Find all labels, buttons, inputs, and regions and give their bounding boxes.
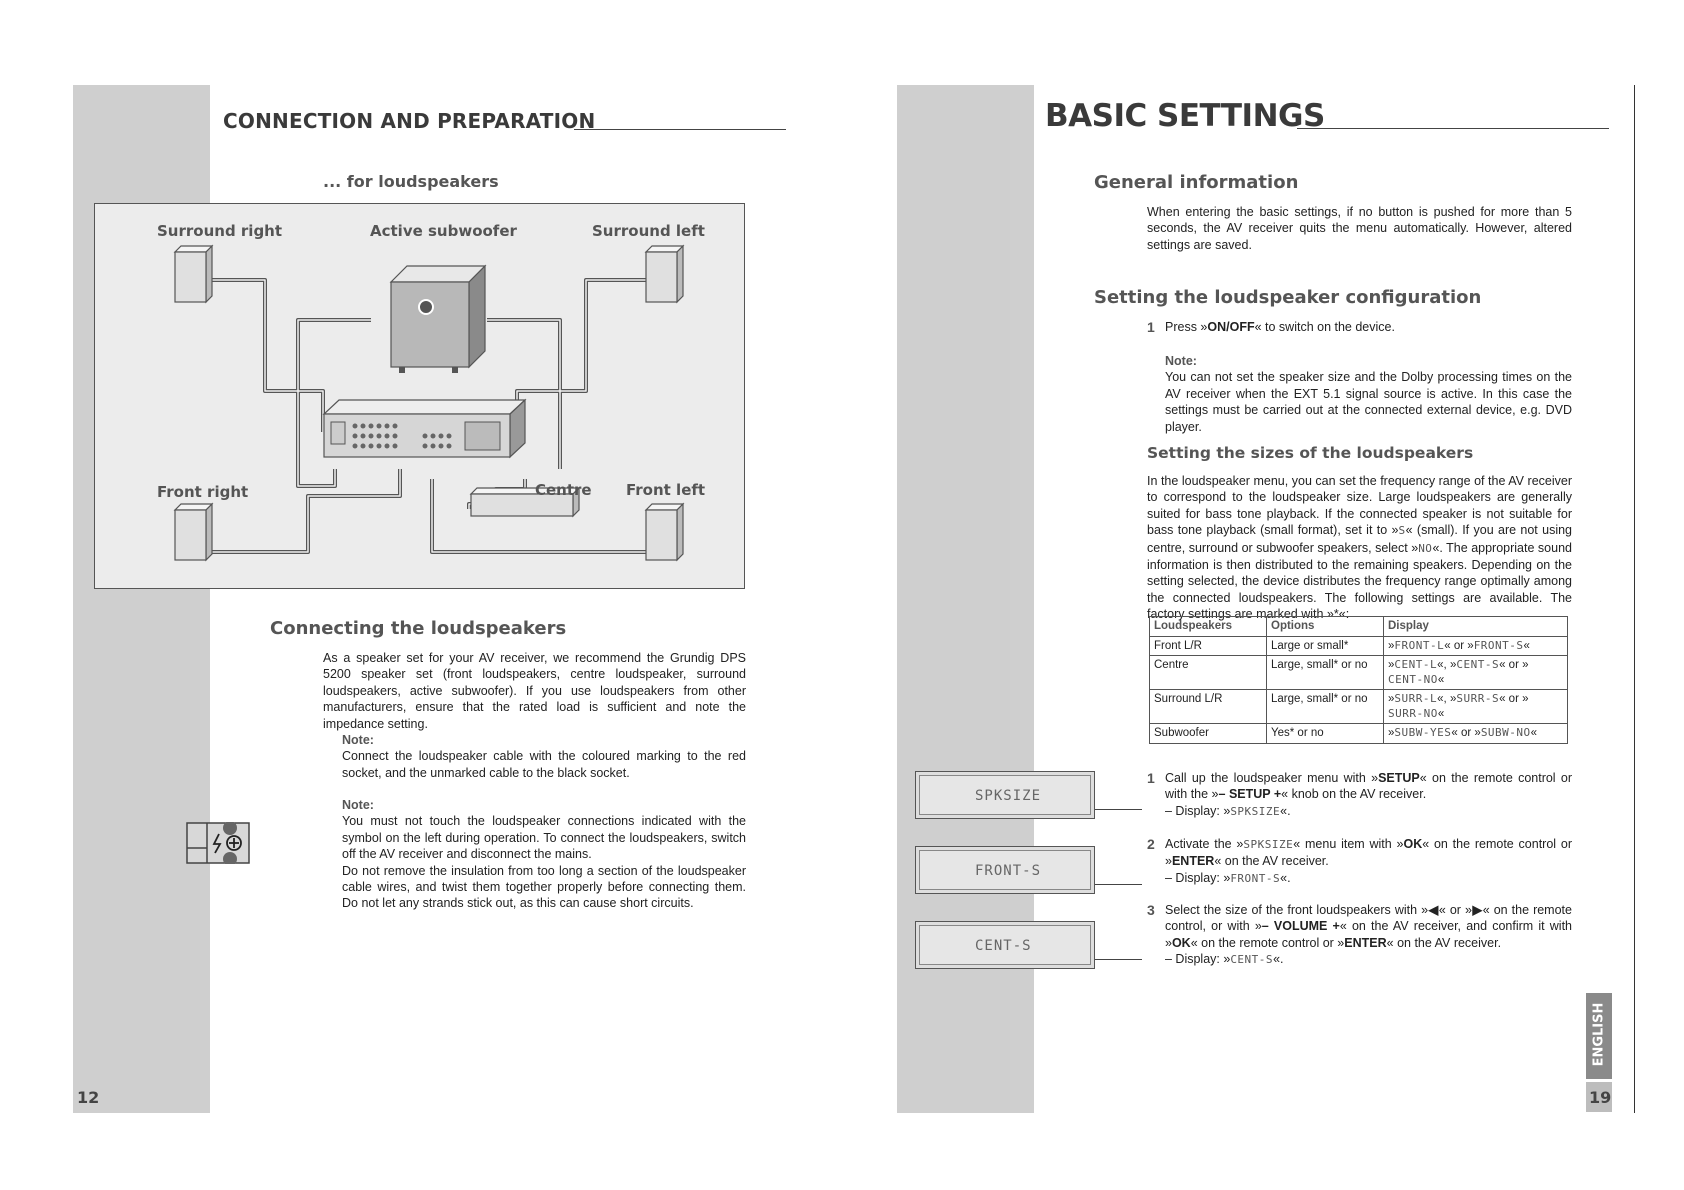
cell-options: Yes* or no xyxy=(1267,724,1384,744)
step-1-text: « knob on the AV receiver. xyxy=(1281,787,1427,802)
language-tab xyxy=(1586,993,1612,1079)
step-2-number: 2 xyxy=(1147,836,1155,852)
sizes-text xyxy=(1147,473,1572,623)
step-2-display-pre: – Display: » xyxy=(1165,870,1231,885)
right-page-title: BASIC SETTINGS xyxy=(1045,98,1325,134)
surround-left-speaker xyxy=(646,246,683,302)
cell-speaker: Centre xyxy=(1150,656,1267,690)
lcd-text: CENT-S xyxy=(975,938,1032,954)
shock-hazard-icon xyxy=(186,822,250,864)
step-2-text: Activate the » xyxy=(1165,837,1244,851)
step-1-text: Call up the loudspeaker menu with » xyxy=(1165,771,1379,785)
header-display: Display xyxy=(1384,617,1568,637)
config-step-1 xyxy=(1147,319,1572,335)
label-front-right: Front right xyxy=(157,483,249,501)
note-1-label: Note: xyxy=(342,733,374,747)
cell-display: »SURR-L«, »SURR-S« or » SURR-NO« xyxy=(1384,690,1568,724)
enter-key: ENTER xyxy=(1344,935,1387,950)
step-3-text: Select the size of the front loudspeakers with » xyxy=(1165,903,1429,917)
note-2-text-1: You must not touch the loudspeaker connections indicated with the symbol on the left during operation. To connect the loudspeakers, switch off the AV receiver and disconnect the mains. xyxy=(342,814,746,862)
lcd-display-cent-s xyxy=(915,921,1095,969)
config-step-1-number: 1 xyxy=(1147,319,1155,335)
display-sep: «, » xyxy=(1437,693,1457,705)
cell-display: »FRONT-L« or »FRONT-S« xyxy=(1384,636,1568,656)
step-2-text: « menu item with » xyxy=(1293,837,1404,851)
left-page-title: CONNECTION AND PREPARATION xyxy=(223,109,596,133)
lcd-text: SPKSIZE xyxy=(975,788,1042,804)
leader-line xyxy=(1095,959,1142,960)
display-code: FRONT-S xyxy=(1473,638,1524,652)
speaker-settings-table xyxy=(1149,616,1568,744)
subwoofer-speaker xyxy=(391,266,485,373)
table-row xyxy=(1150,690,1568,724)
setup-key: SETUP xyxy=(1378,771,1420,785)
left-page-number: 12 xyxy=(77,1088,100,1107)
leader-line xyxy=(1095,884,1142,885)
step-3-number: 3 xyxy=(1147,902,1155,918)
right-title-rule xyxy=(1297,128,1609,129)
table-header-row xyxy=(1150,617,1568,637)
display-code: SURR-NO xyxy=(1388,706,1438,720)
step-3-text: « on the AV receiver. xyxy=(1386,935,1502,950)
step-3-text: « on the remote control, or with » xyxy=(1165,903,1572,934)
sizes-text-1: In the loudspeaker menu, you can set the frequency range of the AV receiver to correspond to the loudspeaker size. Large loudspeakers are generally suited for bass tone playback. If the connected speaker is not suitable for bass tone playback (small format), set it to » xyxy=(1147,474,1572,538)
step-3 xyxy=(1147,902,1572,969)
lcd-display-spksize xyxy=(915,771,1095,819)
cell-speaker: Subwoofer xyxy=(1150,724,1267,744)
right-arrow-icon: ▶ xyxy=(1471,903,1483,917)
step-2-text: « on the AV receiver. xyxy=(1214,854,1329,869)
lcd-display-front-s xyxy=(915,846,1095,894)
label-active-subwoofer: Active subwoofer xyxy=(370,222,517,240)
front-right-speaker xyxy=(175,504,212,560)
cell-options: Large, small* or no xyxy=(1267,690,1384,724)
display-code: CENT-L xyxy=(1394,658,1438,671)
on-off-key: ON/OFF xyxy=(1207,320,1255,334)
display-sep: « or » xyxy=(1499,693,1529,705)
sizes-heading: Setting the sizes of the loudspeakers xyxy=(1147,444,1474,462)
step-2-text: « on the remote control or » xyxy=(1165,837,1572,869)
lcd-text: FRONT-S xyxy=(975,863,1042,879)
setup-knob: – SETUP + xyxy=(1218,787,1282,802)
step-1-display-post: «. xyxy=(1280,803,1291,818)
speaker-wiring-illustration xyxy=(95,204,744,588)
code-no: NO xyxy=(1418,541,1433,555)
header-loudspeakers: Loudspeakers xyxy=(1150,617,1267,637)
display-code: SUBW-NO xyxy=(1480,726,1531,739)
display-code: CENT-NO xyxy=(1388,672,1438,686)
config-step-1-post: « to switch on the device. xyxy=(1254,320,1395,334)
note-1-text: Connect the loudspeaker cable with the coloured marking to the red socket, and the unmarked cable to the black socket. xyxy=(342,749,746,780)
code-s: S xyxy=(1398,524,1406,538)
enter-key: ENTER xyxy=(1171,854,1215,869)
cell-speaker: Surround L/R xyxy=(1150,690,1267,724)
diagram-subtitle: ... for loudspeakers xyxy=(323,172,499,191)
display-code: SUBW-YES xyxy=(1394,726,1452,739)
step-3-text: « on the AV receiver, and confirm it with » xyxy=(1165,919,1572,950)
leader-line xyxy=(1095,809,1142,810)
note-2-label: Note: xyxy=(342,798,374,812)
connecting-heading: Connecting the loudspeakers xyxy=(270,618,567,639)
step-3-text: « or » xyxy=(1438,903,1472,917)
cell-options: Large or small* xyxy=(1267,636,1384,656)
config-step-1-pre: Press » xyxy=(1165,320,1208,334)
label-centre: Centre xyxy=(535,481,592,499)
step-1 xyxy=(1147,770,1572,820)
note-2-text-2: Do not remove the insulation from too long a section of the loudspeaker cable wires, and twist them together properly before connecting them. Do not let any strands stick out, as this can cause short circuits. xyxy=(342,863,746,911)
note-1 xyxy=(342,732,746,781)
display-code: FRONT-L xyxy=(1394,638,1445,652)
step-3-display-post: «. xyxy=(1273,952,1284,967)
table-row xyxy=(1150,724,1568,744)
volume-knob: – VOLUME + xyxy=(1261,919,1340,934)
display-sep: «, » xyxy=(1437,659,1457,671)
right-page-number: 19 xyxy=(1589,1088,1612,1107)
front-left-speaker xyxy=(646,504,683,560)
ok-key: OK xyxy=(1403,837,1423,851)
general-text: When entering the basic settings, if no button is pushed for more than 5 seconds, the AV receiver quits the menu automatically. However, altered settings are saved. xyxy=(1147,205,1572,252)
step-1-text: « on the remote control or with the » xyxy=(1165,771,1572,802)
right-page-edge-line xyxy=(1634,85,1635,1113)
display-sep: « or » xyxy=(1499,659,1529,671)
language-tab-label: ENGLISH xyxy=(1591,1002,1607,1067)
sizes-text-3: «. The appropriate sound information is then distributed to the remaining speakers. Depending on the setting selected, the device distributes the frequency range optimally among the connected loudspeakers. The following settings are available. The factory settings are marked with »*«: xyxy=(1147,540,1572,622)
step-3-display-pre: – Display: » xyxy=(1165,952,1231,967)
config-note-text: You can not set the speaker size and the Dolby processing times on the AV receiver when the EXT 5.1 signal source is active. In this case the settings must be carried out at the connected external device, e.g. DVD player. xyxy=(1165,370,1572,434)
av-receiver xyxy=(324,400,525,457)
connecting-text: As a speaker set for your AV receiver, we recommend the Grundig DPS 5200 speaker set (front loudspeakers, centre loudspeaker, surround loudspeakers, active subwoofer). If you use loudspeakers from other manufacturers, ensure that the rated load is sufficient and note the impedance setting. xyxy=(323,651,746,731)
display-sep: « or » xyxy=(1444,639,1474,652)
surround-right-speaker xyxy=(175,246,212,302)
display-code: CENT-S xyxy=(1456,658,1500,671)
step-3-display-code: CENT-S xyxy=(1230,953,1274,967)
label-front-left: Front left xyxy=(626,481,706,499)
step-2-display-code: FRONT-S xyxy=(1230,871,1281,885)
step-1-display-code: SPKSIZE xyxy=(1230,804,1281,818)
label-surround-right: Surround right xyxy=(157,222,283,240)
step-3-text: « on the remote control or » xyxy=(1190,935,1345,950)
config-note xyxy=(1165,353,1572,435)
general-heading: General information xyxy=(1094,172,1299,193)
cell-display: »CENT-L«, »CENT-S« or » CENT-NO« xyxy=(1384,656,1568,690)
speaker-diagram xyxy=(94,203,745,589)
config-note-label: Note: xyxy=(1165,354,1197,368)
note-2 xyxy=(342,797,746,912)
step-2-display-post: «. xyxy=(1280,870,1291,885)
left-arrow-icon: ◀ xyxy=(1428,903,1439,917)
step-1-number: 1 xyxy=(1147,770,1155,786)
display-code: SURR-L xyxy=(1394,692,1438,705)
display-sep: « or » xyxy=(1451,727,1481,739)
display-code: SURR-S xyxy=(1456,692,1500,705)
step-2-code: SPKSIZE xyxy=(1243,838,1294,851)
config-heading: Setting the loudspeaker configuration xyxy=(1094,287,1482,308)
ok-key: OK xyxy=(1171,935,1191,950)
label-surround-left: Surround left xyxy=(592,222,705,240)
cell-display: »SUBW-YES« or »SUBW-NO« xyxy=(1384,724,1568,744)
cell-speaker: Front L/R xyxy=(1150,636,1267,656)
table-row xyxy=(1150,636,1568,656)
cell-options: Large, small* or no xyxy=(1267,656,1384,690)
step-2 xyxy=(1147,836,1572,887)
table-row xyxy=(1150,656,1568,690)
sizes-text-2: « (small). If you are not using centre, surround or subwoofer speakers, select » xyxy=(1147,523,1572,555)
step-1-display-pre: – Display: » xyxy=(1165,803,1231,818)
header-options: Options xyxy=(1267,617,1384,637)
left-title-rule xyxy=(574,129,786,130)
